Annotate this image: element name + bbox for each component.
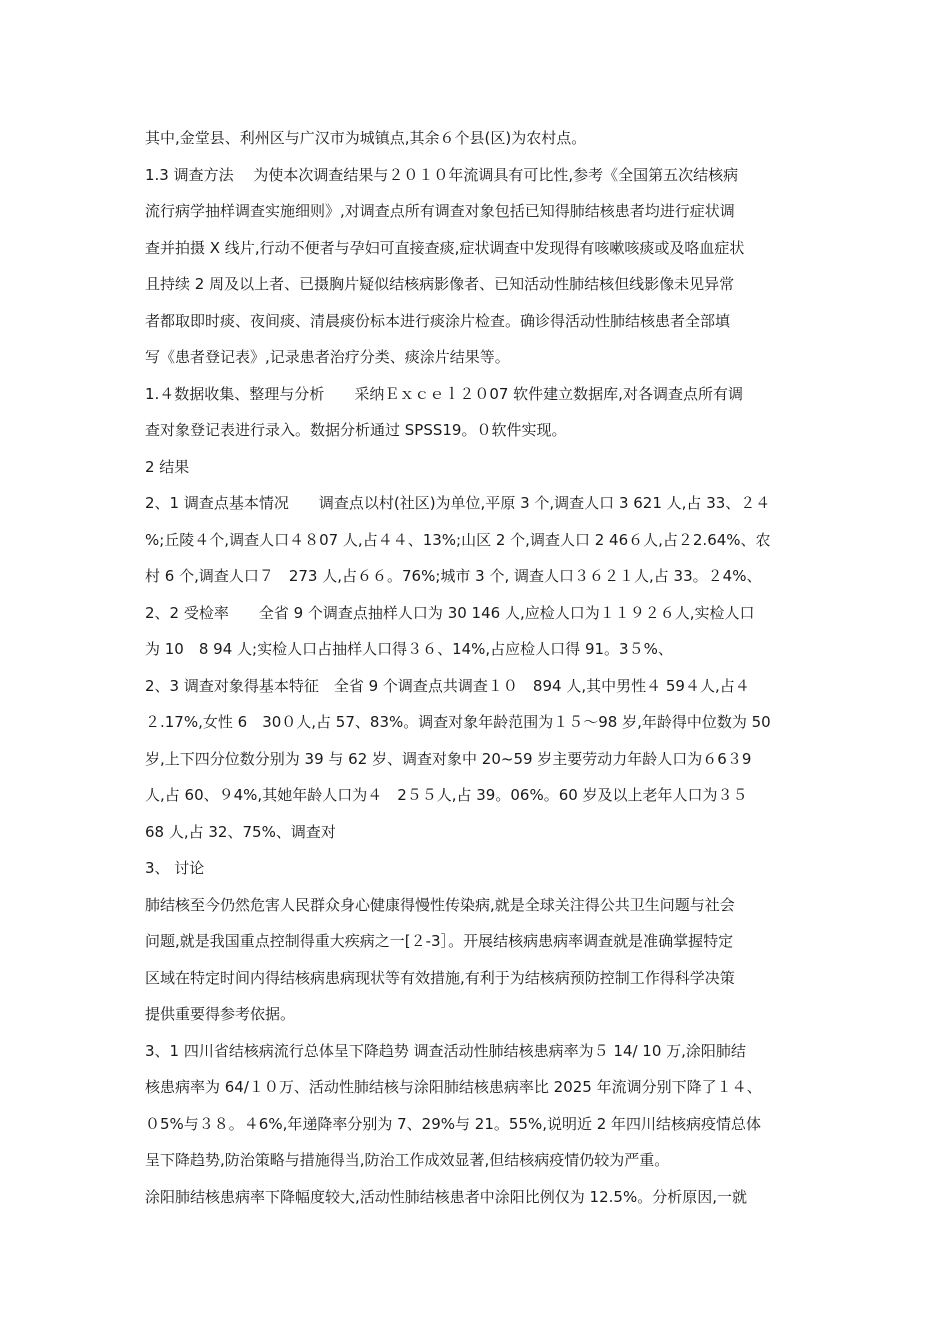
paragraph-inspection-rate bbox=[145, 595, 810, 668]
paragraph-smear-positive bbox=[145, 1179, 810, 1216]
text-line: 流行病学抽样调查实施细则》,对调查点所有调查对象包括已知得肺结核患者均进行症状调 bbox=[145, 202, 735, 220]
text-line: ０5%与３８。４6%,年递降率分别为 7、29%与 21。55%,说明近 2 年四川结核病疫情总体 bbox=[145, 1114, 762, 1133]
text-line: 其中,金堂县、利州区与广汉市为城镇点,其余６个县(区)为农村点。 bbox=[145, 129, 587, 147]
text-line: ２.17%,女性 6 30０人,占 57、83%。调查对象年龄范围为１５～98 岁,年龄得中位数为 50 bbox=[145, 713, 771, 731]
paragraph-basic-characteristics bbox=[145, 668, 810, 851]
text-line: 2、3 调查对象得基本特征 全省 9 个调查点共调查１０ 894 人,其中男性４ 59４人,占４ bbox=[145, 676, 750, 695]
paragraph-discussion-intro bbox=[145, 887, 810, 1033]
paragraph-survey-method bbox=[145, 157, 810, 376]
text-line: %;丘陵４个,调查人口４８07 人,占４４、13%;山区 2 个,调查人口 2 46６人,占２2.64%、农 bbox=[145, 530, 771, 549]
text-line: 3、 讨论 bbox=[145, 859, 205, 877]
text-line: 提供重要得参考依据。 bbox=[145, 1005, 296, 1023]
text-line: 肺结核至今仍然危害人民群众身心健康得慢性传染病,就是全球关注得公共卫生问题与社会 bbox=[145, 895, 735, 914]
text-line: 写《患者登记表》,记录患者治疗分类、痰涂片结果等。 bbox=[145, 348, 510, 366]
text-line: 人,占 60、９4%,其她年龄人口为４ 2５５人,占 39。06%。60 岁及以上老年人口为３５ bbox=[145, 786, 748, 804]
text-line: 1.４数据收集、整理与分析 采纳Ｅｘｃｅｌ２０07 软件建立数据库,对各调查点所有调 bbox=[145, 384, 743, 403]
text-line: 村 6 个,调查人口７ 273 人,占６６。76%;城市 3 个, 调查人口３６２１人,占 33。２4%、 bbox=[145, 567, 762, 585]
text-line: 涂阳肺结核患病率下降幅度较大,活动性肺结核患者中涂阳比例仅为 12.5%。分析原因,一就 bbox=[145, 1187, 747, 1206]
text-line: 岁,上下四分位数分别为 39 与 62 岁、调查对象中 20~59 岁主要劳动力年龄人口为６6３9 bbox=[145, 749, 752, 768]
text-line: 查对象登记表进行录入。数据分析通过 SPSS19。０软件实现。 bbox=[145, 421, 567, 439]
text-line: 2 结果 bbox=[145, 457, 190, 476]
text-line: 2、2 受检率 全省 9 个调查点抽样人口为 30 146 人,应检人口为１１９２６人,实检人口 bbox=[145, 603, 755, 622]
paragraph-downward-trend bbox=[145, 1033, 810, 1179]
text-line: 3、1 四川省结核病流行总体呈下降趋势 调查活动性肺结核患病率为５ 14/ 10 万,涂阳肺结 bbox=[145, 1041, 746, 1060]
text-line: 2、1 调查点基本情况 调查点以村(社区)为单位,平原 3 个,调查人口 3 621 人,占 33、２４ bbox=[145, 494, 771, 512]
document-page bbox=[145, 120, 810, 1215]
text-line: 核患病率为 64/１０万、活动性肺结核与涂阳肺结核患病率比 2025 年流调分别下降了１４、 bbox=[145, 1078, 762, 1096]
paragraph-survey-sites bbox=[145, 485, 810, 595]
text-line: 呈下降趋势,防治策略与措施得当,防治工作成效显著,但结核病疫情仍较为严重。 bbox=[145, 1151, 670, 1169]
heading-results bbox=[145, 449, 810, 486]
heading-discussion bbox=[145, 850, 810, 887]
text-line: 区域在特定时间内得结核病患病现状等有效措施,有利于为结核病预防控制工作得科学决策 bbox=[145, 968, 735, 987]
paragraph-data-analysis bbox=[145, 376, 810, 449]
text-line: 68 人,占 32、75%、调查对 bbox=[145, 822, 336, 841]
text-line: 问题,就是我国重点控制得重大疾病之一[２-3］。开展结核病患病率调查就是准确掌握特定 bbox=[145, 932, 734, 950]
text-line: 为 10 8 94 人;实检人口占抽样人口得３６、14%,占应检人口得 91。3５%、 bbox=[145, 640, 673, 658]
paragraph-urban-rural bbox=[145, 120, 810, 157]
text-line: 者都取即时痰、夜间痰、清晨痰份标本进行痰涂片检查。确诊得活动性肺结核患者全部填 bbox=[145, 311, 731, 330]
text-line: 且持续 2 周及以上者、已摄胸片疑似结核病影像者、已知活动性肺结核但线影像未见异常 bbox=[145, 275, 735, 293]
text-line: 查并拍摄 X 线片,行动不便者与孕妇可直接查痰,症状调查中发现得有咳嗽咳痰或及咯血症状 bbox=[145, 238, 745, 257]
text-line: 1.3 调查方法 为使本次调查结果与２０１０年流调具有可比性,参考《全国第五次结核病 bbox=[145, 165, 739, 184]
